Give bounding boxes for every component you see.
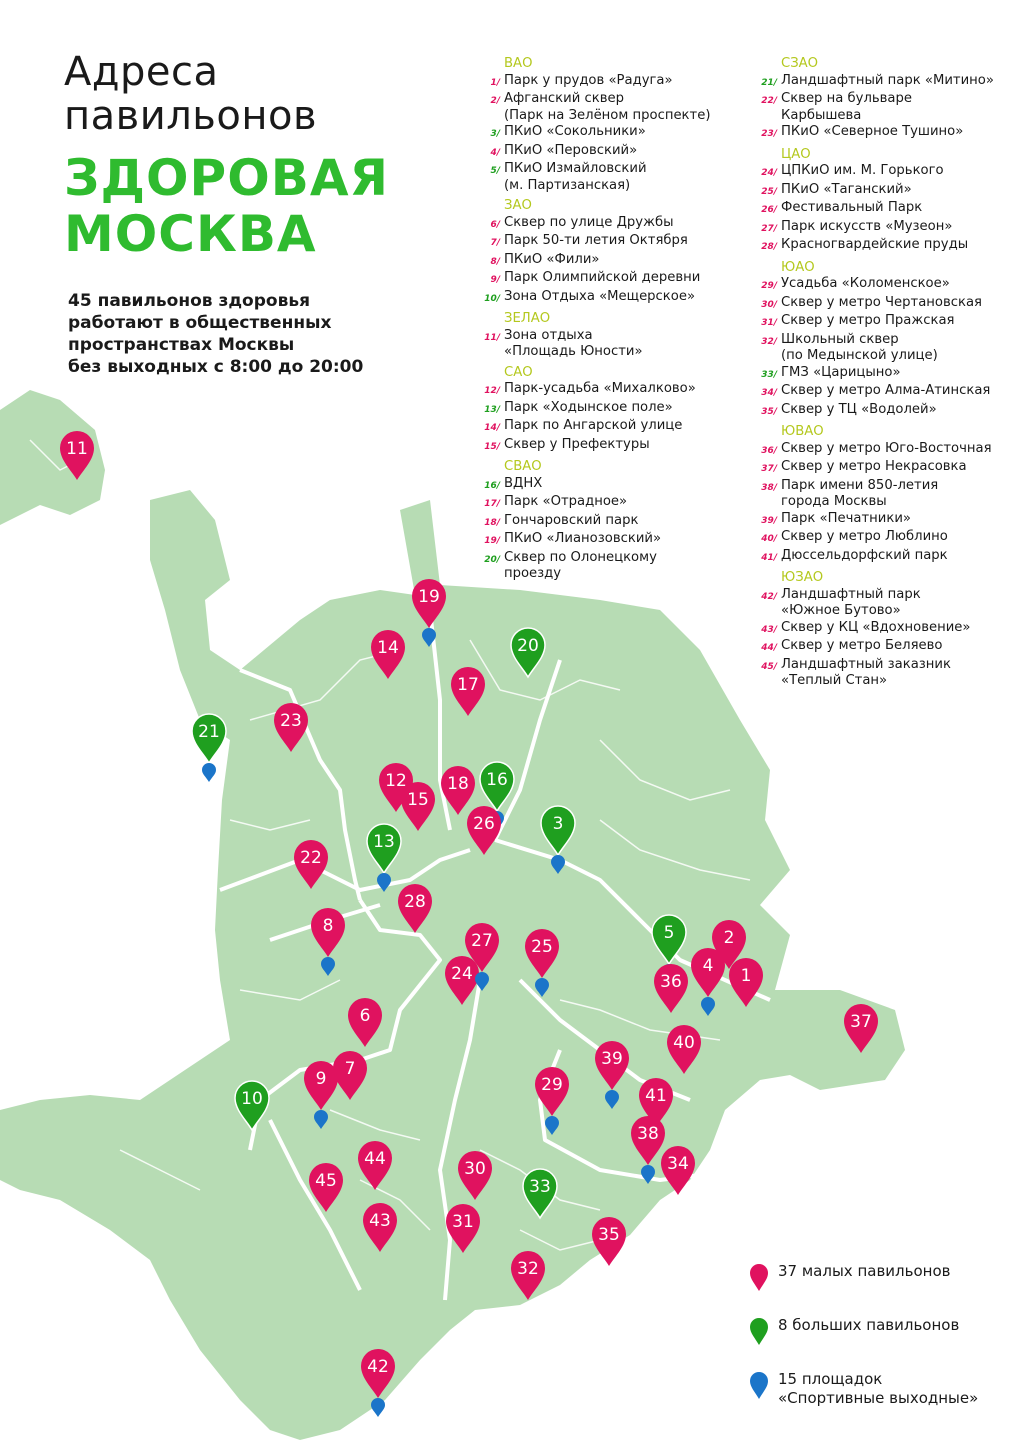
address-text: Сквер у метро Пражская xyxy=(781,313,955,328)
address-number: 22/ xyxy=(761,96,777,106)
address-text: Усадьба «Коломенское» xyxy=(781,276,950,291)
pin-number: 40 xyxy=(673,1033,695,1053)
address-number: 25/ xyxy=(761,186,777,197)
pin-number: 33 xyxy=(529,1177,551,1197)
address-text: ПКиО «Лианозовский» xyxy=(504,531,662,546)
address-text: Сквер у Префектуры xyxy=(504,436,650,452)
pin-number: 17 xyxy=(457,675,479,695)
address-number: 8/ xyxy=(490,256,500,267)
address-number: 37/ xyxy=(761,464,777,474)
address-text: Парк «Печатники» xyxy=(781,510,911,526)
address-item xyxy=(759,237,1019,256)
address-text: Сквер у КЦ «Вдохновение» xyxy=(781,619,971,635)
address-number: 40/ xyxy=(761,534,777,544)
district-heading: ЮЗАО xyxy=(781,570,824,585)
address-item xyxy=(759,529,1019,548)
district-heading: ЗАО xyxy=(504,198,532,213)
address-item xyxy=(482,143,732,162)
pin-number: 44 xyxy=(364,1149,386,1169)
pin-number: 23 xyxy=(280,711,302,731)
address-number: 24/ xyxy=(761,168,777,178)
address-number: 36/ xyxy=(761,445,777,456)
pin-number: 38 xyxy=(637,1124,659,1144)
address-number: 38/ xyxy=(761,482,777,493)
map-pin-21[interactable] xyxy=(192,714,226,782)
pin-number: 31 xyxy=(452,1212,474,1232)
pink-pin-icon xyxy=(748,1262,770,1292)
pin-number: 32 xyxy=(517,1259,539,1279)
pin-number: 39 xyxy=(601,1049,623,1069)
address-list-column-1 xyxy=(482,56,732,583)
address-number: 21/ xyxy=(761,77,777,88)
pin-number: 10 xyxy=(241,1089,263,1109)
pin-number: 18 xyxy=(447,774,469,794)
pin-number: 36 xyxy=(660,972,682,992)
address-text: Карбышева xyxy=(781,107,862,123)
address-item xyxy=(759,200,1019,219)
address-number: 41/ xyxy=(761,552,777,563)
address-text: Сквер по улице Дружбы xyxy=(504,214,674,230)
address-number: 42/ xyxy=(761,591,777,602)
address-number: 39/ xyxy=(761,515,777,526)
pin-number: 15 xyxy=(407,790,429,810)
address-number: 45/ xyxy=(761,661,777,672)
address-item xyxy=(759,276,1019,295)
pin-number: 41 xyxy=(645,1086,667,1106)
address-text: Афганский сквер xyxy=(504,91,624,106)
address-number: 44/ xyxy=(761,643,777,653)
district-heading: ВАО xyxy=(504,56,533,71)
subtitle-line: без выходных с 8:00 до 20:00 xyxy=(68,357,364,377)
subtitle-line: пространствах Москвы xyxy=(68,335,295,355)
address-number: 20/ xyxy=(484,554,500,565)
address-number: 17/ xyxy=(484,499,500,509)
address-number: 32/ xyxy=(761,336,777,347)
address-number: 6/ xyxy=(490,219,500,230)
pin-number: 11 xyxy=(66,439,88,459)
address-text: Красногвардейские пруды xyxy=(781,237,969,252)
address-item xyxy=(482,437,732,456)
address-item xyxy=(482,252,732,271)
address-text: «Южное Бутово» xyxy=(781,603,901,618)
pin-number: 6 xyxy=(359,1006,371,1026)
address-text: Сквер у метро Алма-Атинская xyxy=(781,383,991,398)
address-text: (по Медынской улице) xyxy=(781,348,938,363)
address-item xyxy=(759,459,1019,478)
address-number: 33/ xyxy=(761,369,777,380)
address-text: ПКиО «Северное Тушино» xyxy=(781,124,964,139)
pin-number: 1 xyxy=(740,966,752,986)
address-number: 43/ xyxy=(761,624,777,635)
subtitle-line: 45 павильонов здоровья xyxy=(68,291,311,311)
district-heading: СЗАО xyxy=(781,56,819,71)
pin-number: 30 xyxy=(464,1159,486,1179)
address-item xyxy=(759,219,1019,238)
pin-number: 2 xyxy=(723,928,735,948)
pin-number: 21 xyxy=(198,722,220,742)
address-text: Зона отдыха xyxy=(504,327,593,343)
legend-sport-weekends xyxy=(748,1370,978,1408)
address-text: Сквер по Олонецкому xyxy=(504,549,657,565)
address-text: Парк искусств «Музеон» xyxy=(781,218,953,234)
address-text: Парк «Отрадное» xyxy=(504,494,628,509)
green-pin-icon xyxy=(748,1316,770,1346)
address-item xyxy=(759,91,1019,124)
address-item xyxy=(482,215,732,234)
address-number: 12/ xyxy=(484,386,500,396)
subtitle xyxy=(68,290,408,378)
address-text: (м. Партизанская) xyxy=(504,177,631,193)
blue-pin-icon xyxy=(748,1370,770,1400)
pin-number: 22 xyxy=(300,848,322,868)
address-item xyxy=(482,400,732,419)
address-number: 4/ xyxy=(490,147,500,158)
pin-number: 27 xyxy=(471,931,493,951)
address-number: 15/ xyxy=(484,441,500,452)
address-text: ВДНХ xyxy=(504,475,543,491)
address-number: 29/ xyxy=(761,281,777,291)
pin-number: 25 xyxy=(531,937,553,957)
address-number: 16/ xyxy=(484,480,500,491)
address-text: ПКиО «Фили» xyxy=(504,251,600,267)
address-item xyxy=(759,441,1019,460)
address-number: 7/ xyxy=(490,238,500,248)
address-number: 5/ xyxy=(490,166,500,176)
address-item xyxy=(759,478,1019,511)
address-text: «Площадь Юности» xyxy=(504,344,643,359)
address-item xyxy=(482,494,732,513)
address-text: города Москвы xyxy=(781,494,887,509)
address-item xyxy=(759,620,1019,639)
address-text: Сквер у метро Чертановская xyxy=(781,294,982,310)
pin-number: 3 xyxy=(552,814,564,834)
pin-number: 29 xyxy=(541,1075,563,1095)
address-item xyxy=(759,587,1019,620)
pin-number: 28 xyxy=(404,892,426,912)
district-heading: ЮАО xyxy=(781,259,815,275)
address-text: Сквер у метро Юго-Восточная xyxy=(781,440,992,456)
address-text: Сквер у ТЦ «Водолей» xyxy=(781,401,937,417)
address-number: 10/ xyxy=(484,293,500,304)
pin-number: 42 xyxy=(367,1357,389,1377)
subtitle-line: работают в общественных xyxy=(68,313,332,333)
address-item xyxy=(759,402,1019,421)
pin-number: 14 xyxy=(377,638,399,658)
address-text: Гончаровский парк xyxy=(504,512,639,528)
address-number: 13/ xyxy=(484,404,500,415)
pin-number: 35 xyxy=(598,1225,620,1245)
district-heading: ЗЕЛАО xyxy=(504,311,551,326)
pin-number: 20 xyxy=(517,636,539,656)
address-item xyxy=(482,550,732,583)
address-text: Фестивальный Парк xyxy=(781,200,923,215)
legend xyxy=(748,1262,978,1432)
brand-line-1: ЗДОРОВАЯ xyxy=(64,149,390,207)
address-item xyxy=(482,73,732,92)
title-line-2: павильонов xyxy=(64,93,318,139)
pin-number: 34 xyxy=(667,1154,689,1174)
address-text: «Теплый Стан» xyxy=(781,673,888,688)
address-text: Парк «Ходынское поле» xyxy=(504,399,673,415)
address-item xyxy=(759,332,1019,365)
address-text: Ландшафтный парк xyxy=(781,586,921,602)
address-item xyxy=(759,383,1019,402)
address-number: 28/ xyxy=(761,242,777,252)
legend-small-label: 37 малых павильонов xyxy=(778,1262,951,1280)
pin-number: 9 xyxy=(315,1069,327,1089)
pin-number: 12 xyxy=(385,771,407,791)
address-text: Парк Олимпийской деревни xyxy=(504,270,701,285)
blue-pin-icon xyxy=(202,763,216,782)
address-number: 14/ xyxy=(484,423,500,433)
address-item xyxy=(482,233,732,252)
address-item xyxy=(482,381,732,400)
legend-big-pavilions xyxy=(748,1316,978,1346)
pin-number: 26 xyxy=(473,814,495,834)
pin-number: 5 xyxy=(663,923,675,943)
address-number: 30/ xyxy=(761,299,777,310)
legend-small-pavilions xyxy=(748,1262,978,1292)
district-heading: ЮВАО xyxy=(781,424,824,439)
pin-number: 7 xyxy=(344,1059,356,1079)
address-item xyxy=(482,418,732,437)
pin-number: 19 xyxy=(418,587,440,607)
legend-sport-label: «Спортивные выходные» xyxy=(778,1389,979,1407)
address-item xyxy=(482,476,732,495)
address-number: 1/ xyxy=(490,77,500,88)
blue-pin-icon xyxy=(371,1398,385,1417)
title-line-1: Адреса xyxy=(64,49,219,95)
address-item xyxy=(759,548,1019,567)
address-text: проезду xyxy=(504,566,562,581)
page-title xyxy=(64,50,317,138)
address-text: ЦПКиО им. М. Горького xyxy=(781,163,944,178)
address-item xyxy=(759,365,1019,384)
district-heading: СВАО xyxy=(504,459,542,474)
address-item xyxy=(759,182,1019,201)
address-number: 31/ xyxy=(761,318,777,328)
address-text: (Парк на Зелёном проспекте) xyxy=(504,107,711,123)
address-text: Ландшафтный заказник xyxy=(781,656,951,672)
brand-line-2: МОСКВА xyxy=(64,205,317,263)
district-heading: ЦАО xyxy=(781,146,811,162)
address-number: 9/ xyxy=(490,275,500,285)
address-item xyxy=(759,163,1019,182)
address-number: 35/ xyxy=(761,406,777,417)
address-number: 19/ xyxy=(484,536,500,546)
address-text: Сквер у метро Беляево xyxy=(781,638,943,653)
address-text: Парк-усадьба «Михалково» xyxy=(504,381,696,396)
pin-number: 43 xyxy=(369,1211,391,1231)
address-number: 3/ xyxy=(490,129,500,139)
address-text: Парк 50-ти летия Октября xyxy=(504,233,688,248)
pin-number: 16 xyxy=(486,770,508,790)
address-list-column-2 xyxy=(759,56,1019,690)
pin-number: 8 xyxy=(322,916,334,936)
address-number: 23/ xyxy=(761,129,777,139)
address-text: ПКиО «Перовский» xyxy=(504,142,638,158)
brand-title xyxy=(64,150,389,262)
pin-number: 4 xyxy=(702,956,714,976)
address-item xyxy=(759,313,1019,332)
address-text: ГМЗ «Царицыно» xyxy=(781,364,901,380)
address-number: 18/ xyxy=(484,517,500,528)
address-text: ПКиО «Сокольники» xyxy=(504,124,646,139)
address-item xyxy=(759,511,1019,530)
address-number: 27/ xyxy=(761,223,777,234)
address-text: Дюссельдорфский парк xyxy=(781,547,948,563)
address-item xyxy=(482,91,732,124)
address-text: Зона Отдыха «Мещерское» xyxy=(504,288,696,304)
address-text: Сквер у метро Некрасовка xyxy=(781,459,967,474)
map-pin-35[interactable] xyxy=(592,1217,626,1266)
address-item xyxy=(482,124,732,143)
address-item xyxy=(482,513,732,532)
address-number: 26/ xyxy=(761,205,777,215)
pin-number: 45 xyxy=(315,1171,337,1191)
address-text: Школьный сквер xyxy=(781,331,899,347)
address-item xyxy=(759,638,1019,657)
address-text: Парк имени 850-летия xyxy=(781,477,939,493)
pin-number: 13 xyxy=(373,832,395,852)
address-item xyxy=(759,124,1019,143)
address-item xyxy=(759,295,1019,314)
address-number: 11/ xyxy=(484,332,500,343)
district-heading: САО xyxy=(504,364,533,380)
pin-number: 24 xyxy=(451,964,473,984)
address-number: 34/ xyxy=(761,388,777,398)
address-text: Сквер на бульваре xyxy=(781,91,912,106)
address-item xyxy=(482,161,732,194)
address-text: Парк у прудов «Радуга» xyxy=(504,72,673,88)
address-item xyxy=(482,270,732,289)
address-text: Сквер у метро Люблино xyxy=(781,529,948,544)
address-text: Парк по Ангарской улице xyxy=(504,418,683,433)
legend-sport-label: 15 площадок xyxy=(778,1370,883,1388)
address-item xyxy=(482,289,732,308)
address-item xyxy=(759,73,1019,92)
address-item xyxy=(482,531,732,550)
address-text: Ландшафтный парк «Митино» xyxy=(781,72,994,88)
pin-number: 37 xyxy=(850,1012,872,1032)
legend-big-label: 8 больших павильонов xyxy=(778,1316,960,1334)
address-text: ПКиО «Таганский» xyxy=(781,181,912,197)
address-item xyxy=(482,328,732,361)
address-number: 2/ xyxy=(490,96,500,106)
address-text: ПКиО Измайловский xyxy=(504,161,647,176)
address-item xyxy=(759,657,1019,690)
